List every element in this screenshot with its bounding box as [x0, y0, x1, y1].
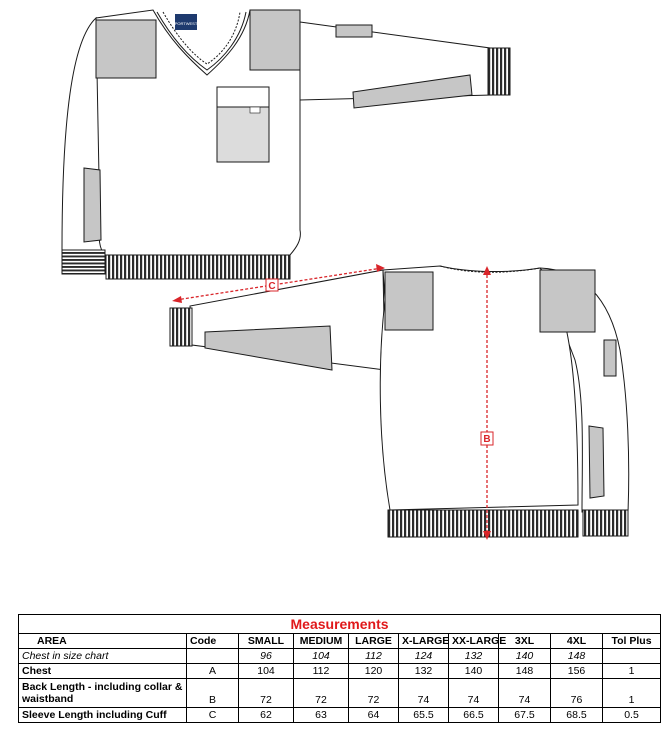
- measurements-table: [18, 614, 661, 723]
- back-waistband: [388, 510, 578, 537]
- back-right-shoulder-patch: [540, 270, 595, 332]
- front-right-shoulder-patch: [250, 10, 300, 70]
- front-pen-pocket: [336, 25, 372, 37]
- row-area: Chest: [19, 664, 187, 679]
- row-value: 68.5: [551, 708, 603, 723]
- row-value: 96: [239, 649, 294, 664]
- table-row: [19, 649, 661, 664]
- header-3xl: 3XL: [499, 634, 551, 649]
- header-small: SMALL: [239, 634, 294, 649]
- row-area: Chest in size chart: [19, 649, 187, 664]
- table-title: Measurements: [19, 615, 661, 634]
- row-value: 67.5: [499, 708, 551, 723]
- header-large: LARGE: [349, 634, 399, 649]
- row-value: 62: [239, 708, 294, 723]
- table-row: [19, 664, 661, 679]
- label-b: B: [483, 434, 491, 445]
- row-value: 140: [449, 664, 499, 679]
- front-left-shoulder-patch: [96, 20, 156, 78]
- row-value: 148: [551, 649, 603, 664]
- label-c: C: [268, 281, 276, 292]
- row-area: Sleeve Length including Cuff: [19, 708, 187, 723]
- back-left-cuff: [170, 308, 192, 346]
- row-value: 104: [294, 649, 349, 664]
- row-code: A: [187, 664, 239, 679]
- row-area: Back Length - including collar & waistband: [19, 679, 187, 708]
- row-code: B: [187, 679, 239, 708]
- front-left-cuff: [62, 250, 105, 274]
- header-tol-plus: Tol Plus: [603, 634, 661, 649]
- row-value: 120: [349, 664, 399, 679]
- row-value: 72: [239, 679, 294, 708]
- row-value: 64: [349, 708, 399, 723]
- header-area: AREA: [19, 634, 187, 649]
- row-value: 124: [399, 649, 449, 664]
- row-code: C: [187, 708, 239, 723]
- row-tol: 1: [603, 679, 661, 708]
- row-value: 112: [349, 649, 399, 664]
- row-value: 104: [239, 664, 294, 679]
- row-value: 72: [294, 679, 349, 708]
- row-value: 148: [499, 664, 551, 679]
- table-row: [19, 679, 661, 708]
- row-value: 140: [499, 649, 551, 664]
- row-tol: [603, 649, 661, 664]
- header-4xl: 4XL: [551, 634, 603, 649]
- header-code: Code: [187, 634, 239, 649]
- row-value: 132: [399, 664, 449, 679]
- header-medium: MEDIUM: [294, 634, 349, 649]
- row-value: 72: [349, 679, 399, 708]
- row-tol: 0.5: [603, 708, 661, 723]
- row-value: 74: [499, 679, 551, 708]
- row-value: 112: [294, 664, 349, 679]
- front-elbow-patch-left: [84, 168, 101, 242]
- row-code: [187, 649, 239, 664]
- table-header-row: [19, 634, 661, 649]
- back-right-cuff: [583, 510, 628, 536]
- back-elbow-patch-left: [205, 326, 332, 370]
- row-value: 65.5: [399, 708, 449, 723]
- row-value: 132: [449, 649, 499, 664]
- row-tol: 1: [603, 664, 661, 679]
- header-x-large: X-LARGE: [399, 634, 449, 649]
- row-value: 76: [551, 679, 603, 708]
- front-right-cuff: [488, 48, 510, 95]
- header-xx-large: XX-LARGE: [449, 634, 499, 649]
- back-elbow-patch-right: [589, 426, 604, 498]
- back-pen-pocket: [604, 340, 616, 376]
- table-row: [19, 708, 661, 723]
- back-view: [170, 266, 629, 537]
- row-value: 74: [399, 679, 449, 708]
- front-waistband: [106, 255, 290, 279]
- front-view: [62, 10, 510, 279]
- back-left-shoulder-patch: [385, 272, 433, 330]
- row-value: 74: [449, 679, 499, 708]
- row-value: 66.5: [449, 708, 499, 723]
- logo-text: PORTWEST: [174, 21, 198, 26]
- row-value: 63: [294, 708, 349, 723]
- row-value: 156: [551, 664, 603, 679]
